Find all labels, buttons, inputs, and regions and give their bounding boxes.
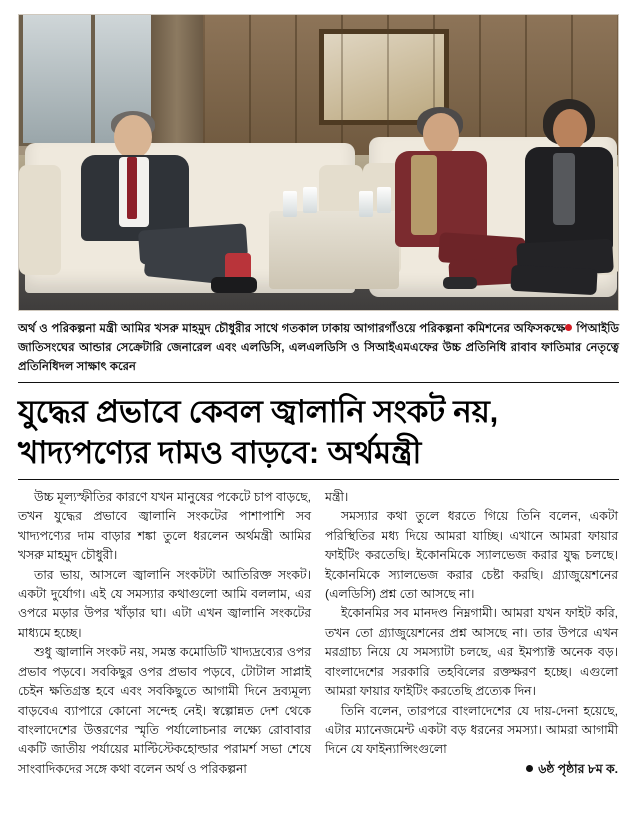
photo-scene (19, 15, 618, 310)
meeting-photograph (18, 14, 619, 311)
page-title (18, 392, 619, 473)
caption-rule (18, 382, 619, 383)
photo-credit: পিআইডি (565, 320, 619, 339)
paragraph: ইকোনমির সব মানদণ্ড নিম্নগামী। আমরা যখন ফাইট করি, তখন তো গ্র্যাজুয়েশনের প্রশ্ন আসছে না। তার উপরে এখন মরগ্রাচ্য নিয়ে যে সমস্যাটা চলছে, এর ইমপ্যাক্ট অনেক বড়। বাংলাদেশের সরকারি তহবিলের রক্তক্ষরণ হচ্ছে। এগুলো আমরা ফায়ার ফাইটিং করতেছি প্রত্যেক দিন। (325, 606, 618, 699)
paragraph: তিনি বলেন, তারপরে বাংলাদেশের যে দায়-দেনা হয়েছে, এটার ম্যানেজমেন্ট একটা বড় ধরনের সমস্যা। আমরা আগামী দিনে যে ফাইন্যান্সিংগুলো (325, 703, 618, 757)
bullet-icon (526, 765, 533, 772)
article-column-right (325, 488, 618, 779)
paragraph: উচ্চ মূল্যস্ফীতির কারণে যখন মানুষের পকেটে চাপ বাড়ছে, তখন যুদ্ধের প্রভাবে জ্বালানি সংকটের পাশাপাশি সব খাদ্যপণ্যের দাম বাড়ার শঙ্কা তুলে ধরলেন অর্থমন্ত্রী আমির খসরু মাহমুদ চৌধুরী। (18, 489, 311, 563)
headline-rule (18, 479, 619, 480)
photo-coffee-table (269, 211, 399, 289)
headline-line-1: যুদ্ধের প্রভাবে কেবল জ্বালানি সংকট নয়, (18, 394, 499, 430)
photo-caption-text: অর্থ ও পরিকল্পনা মন্ত্রী আমির খসরু মাহমুদ চৌধুরীর সাথে গতকাল ঢাকায় আগারগাঁওয়ে পরিকল্পনা কমিশনের অফিসকক্ষে জাতিসংঘের আন্ডার সেক্রেটারি জেনারেল এবং এলডিসি, এলএলডিসি ও সিআইএমএফের উচ্চ প্রতিনিধি রাবাব ফাতিমার নেতৃত্বে প্রতিনিধিদল সাক্ষাৎ করেন (18, 322, 619, 373)
article-body (18, 488, 619, 779)
headline-line-2: খাদ্যপণ্যের দামও বাড়বে: অর্থমন্ত্রী (18, 434, 422, 470)
article-column-left (18, 488, 311, 779)
photo-caption (18, 320, 619, 376)
paragraph: তার ভায়, আসলে জ্বালানি সংকটটা আতিরিক্ত সংকট। একটা দুর্যোগ। এই যে সমস্যার কথাগুলো আমি বললাম, এর ওপরে মড়ার উপর খাঁড়ার ঘা। এটা এখন জ্বালানি সংকটের মাধ্যমে হচ্ছে। (18, 567, 311, 640)
credit-dot-icon (565, 324, 572, 331)
paragraph: শুধু জ্বালানি সংকট নয়, সমস্ত কমোডিটি খাদ্যদ্রব্যের ওপর প্রভাব পড়বে। সবকিছুর ওপর প্রভাব পড়বে, টোটাল সাপ্লাই চেইন ক্ষতিগ্রস্ত হবে এবং সবকিছুতে আগামী দিনে দ্রব্যমূল্য বাড়বেএ ব্যাপারে কোনো সন্দেহ নেই। স্বল্পোন্নত দেশ থেকে বাংলাদেশের উত্তরণের স্মৃতি পর্যালোচনার লক্ষ্যে রোবাবার একটি জাতীয় পর্যায়ের মাল্টিস্টেকহোল্ডার পরামর্শ সভা শেষে সাংবাদিকদের সঙ্গে কথা বলেন অর্থ ও পরিকল্পনা (18, 645, 311, 776)
paragraph: সমস্যার কথা তুলে ধরতে গিয়ে তিনি বলেন, একটা পরিস্থিতির মধ্য দিয়ে আমরা যাচ্ছি। এখানে আমরা ফায়ার ফাইটিং করতেছি। ইকোনমিকে স্যালভেজ করার যুদ্ধ চলছে। ইকোনমিকে স্যালভেজ করার চেষ্টা করছি। গ্র্যাজুয়েশনের (এলডিসি) প্রশ্ন তো আসছে না। (325, 509, 618, 602)
paragraph: মন্ত্রী। (325, 489, 349, 504)
continuation-note: ৬ষ্ঠ পৃষ্ঠার ৮ম ক. (325, 760, 618, 779)
